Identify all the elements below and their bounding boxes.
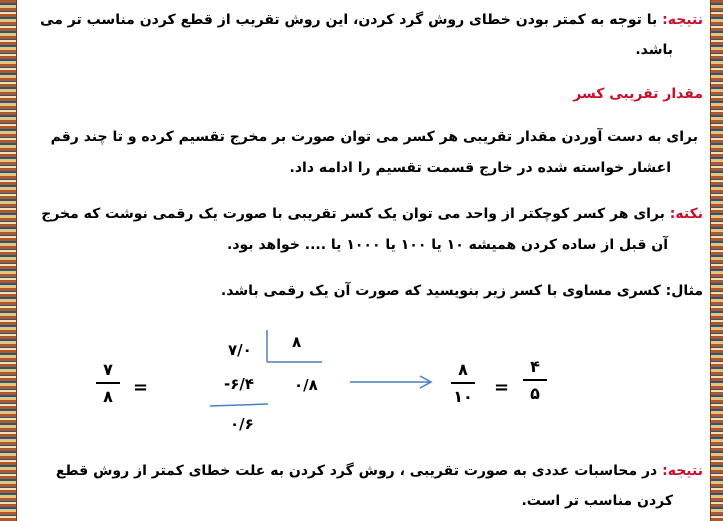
fraction-mid-numerator: ۸	[458, 360, 468, 379]
fraction-right-numerator: ۴	[530, 357, 540, 376]
quotient: ۰/۸	[294, 376, 318, 394]
para-line2: اعشار خواسته شده در خارج قسمت تقسیم را ادامه داد.	[289, 160, 671, 176]
subtraction-line	[210, 404, 268, 406]
fraction-left-numerator: ۷	[103, 360, 113, 379]
note3-text1: در محاسبات عددی به صورت تقریبی ، روش گرد کردن به علت خطای کمتر از روش قطع	[55, 463, 658, 479]
fraction-bar	[523, 379, 547, 381]
fraction-mid	[451, 360, 475, 406]
equals-sign-2: =	[494, 377, 510, 398]
note1-label: نتیجه:	[662, 12, 703, 28]
note3-label: نتیجه:	[662, 463, 703, 479]
fraction-mid-denominator: ۱۰	[453, 387, 473, 406]
note1-text1: با توجه به کمتر بودن خطای روش گرد کردن، این روش تقریب از قطع کردن مناسب تر می	[40, 12, 658, 28]
fraction-right	[523, 357, 547, 403]
fraction-bar	[451, 382, 475, 384]
subtrahend: -۶/۴	[224, 375, 255, 393]
para-line1: برای به دست آوردن مقدار تقریبی هر کسر می توان صورت بر مخرج تقسیم کرده و تا چند رقم	[50, 129, 698, 145]
note3-text2: کردن مناسب تر است.	[521, 493, 673, 509]
example-line: مثال: کسری مساوی با کسر زیر بنویسید که صورت آن یک رقمی باشد.	[220, 283, 703, 299]
equals-sign-1: =	[133, 377, 149, 398]
section-heading: مقدار تقریبی کسر	[573, 86, 703, 102]
note2-line2: آن قبل از ساده کردن همیشه ۱۰ یا ۱۰۰ یا ۱۰۰۰ یا .... خواهد بود.	[227, 237, 668, 253]
note2-text1: برای هر کسر کوچکتر از واحد می توان یک کسر تقریبی با صورت یک رقمی نوشت که مخرج	[41, 206, 665, 222]
fraction-left-denominator: ۸	[103, 387, 113, 406]
note2-label: نکته:	[669, 206, 703, 222]
remainder: ۰/۶	[230, 415, 254, 433]
dividend: ۷/۰	[228, 341, 252, 359]
fraction-right-denominator: ۵	[530, 384, 540, 403]
divisor: ۸	[292, 333, 302, 351]
note1-text2: باشد.	[635, 42, 673, 58]
